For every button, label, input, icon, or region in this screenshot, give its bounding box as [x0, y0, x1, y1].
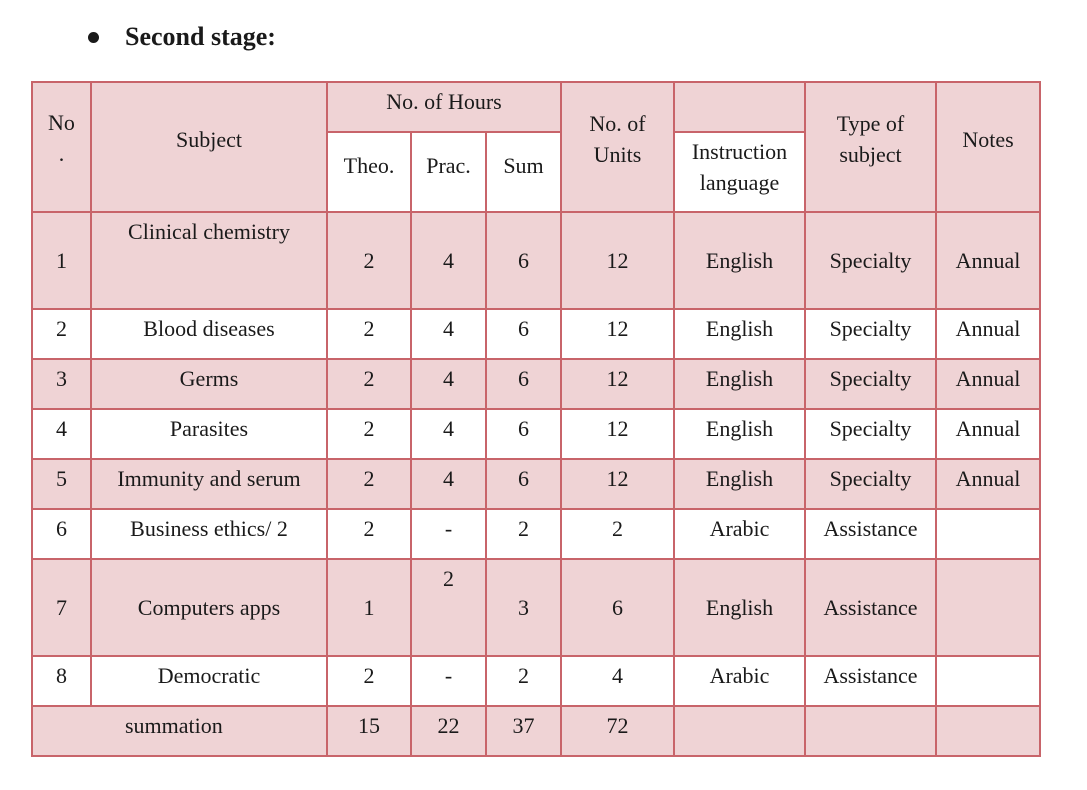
cell-sum: 6	[486, 212, 561, 309]
header-notes-label: Notes	[962, 126, 1014, 152]
cell-prac: -	[411, 509, 486, 559]
cell-prac: 4	[411, 309, 486, 359]
cell-no: 3	[32, 359, 91, 409]
cell-sum: 2	[486, 509, 561, 559]
section-heading-text: Second stage:	[125, 22, 276, 51]
header-units-line2: Units	[593, 142, 642, 167]
header-subject	[91, 82, 327, 212]
cell-units: 12	[561, 409, 674, 459]
totals-notes	[936, 706, 1040, 756]
cell-prac: 4	[411, 212, 486, 309]
totals-units: 72	[561, 706, 674, 756]
header-sum-label: Sum	[503, 152, 544, 178]
cell-sum: 6	[486, 409, 561, 459]
cell-type: Specialty	[805, 459, 936, 509]
cell-theo: 2	[327, 509, 411, 559]
cell-language: English	[674, 212, 805, 309]
header-no	[32, 82, 91, 212]
header-no-line2: .	[58, 141, 65, 166]
header-no-line1: No	[48, 110, 75, 135]
cell-subject: Computers apps	[91, 559, 327, 656]
cell-type: Assistance	[805, 656, 936, 706]
totals-language	[674, 706, 805, 756]
cell-no: 8	[32, 656, 91, 706]
cell-language: Arabic	[674, 509, 805, 559]
cell-sum: 6	[486, 459, 561, 509]
cell-prac: 4	[411, 409, 486, 459]
cell-no: 4	[32, 409, 91, 459]
cell-units: 2	[561, 509, 674, 559]
header-subject-label: Subject	[176, 126, 242, 152]
cell-notes: Annual	[936, 359, 1040, 409]
section-heading	[86, 20, 276, 54]
header-units-line1: No. of	[589, 111, 646, 136]
cell-language: English	[674, 359, 805, 409]
cell-language: English	[674, 309, 805, 359]
cell-prac: -	[411, 656, 486, 706]
cell-language: English	[674, 459, 805, 509]
cell-sum: 6	[486, 359, 561, 409]
cell-units: 12	[561, 212, 674, 309]
cell-no: 5	[32, 459, 91, 509]
cell-no: 2	[32, 309, 91, 359]
cell-sum: 2	[486, 656, 561, 706]
cell-theo: 2	[327, 309, 411, 359]
cell-subject: Clinical chemistry	[91, 212, 327, 309]
cell-notes: Annual	[936, 409, 1040, 459]
header-units	[561, 82, 674, 212]
cell-prac: 4	[411, 459, 486, 509]
header-type-line1: Type of	[836, 111, 905, 136]
totals-label: summation	[32, 706, 327, 756]
cell-type: Specialty	[805, 309, 936, 359]
cell-notes	[936, 656, 1040, 706]
cell-subject: Business ethics/ 2	[91, 509, 327, 559]
cell-prac: 2	[411, 559, 486, 656]
table-row	[32, 212, 1040, 309]
cell-no: 7	[32, 559, 91, 656]
header-instruction-top	[674, 82, 805, 132]
cell-theo: 2	[327, 409, 411, 459]
cell-language: Arabic	[674, 656, 805, 706]
cell-notes: Annual	[936, 212, 1040, 309]
header-row-1	[32, 82, 1040, 132]
table-row	[32, 459, 1040, 509]
cell-units: 12	[561, 309, 674, 359]
cell-theo: 2	[327, 212, 411, 309]
table-row	[32, 409, 1040, 459]
cell-subject: Germs	[91, 359, 327, 409]
table-row	[32, 559, 1040, 656]
cell-sum: 6	[486, 309, 561, 359]
totals-theo: 15	[327, 706, 411, 756]
header-notes	[936, 82, 1040, 212]
cell-type: Specialty	[805, 359, 936, 409]
header-instruction-line2: language	[699, 170, 780, 195]
cell-theo: 2	[327, 656, 411, 706]
cell-notes: Annual	[936, 459, 1040, 509]
cell-language: English	[674, 409, 805, 459]
cell-theo: 2	[327, 359, 411, 409]
cell-theo: 1	[327, 559, 411, 656]
header-theo-label: Theo.	[343, 152, 395, 178]
header-type-line2: subject	[839, 142, 902, 167]
header-prac	[411, 132, 486, 212]
totals-type	[805, 706, 936, 756]
cell-type: Assistance	[805, 509, 936, 559]
cell-language: English	[674, 559, 805, 656]
cell-type: Specialty	[805, 409, 936, 459]
cell-subject: Blood diseases	[91, 309, 327, 359]
study-plan-table	[31, 81, 1041, 757]
header-hours-group: No. of Hours	[327, 82, 561, 132]
cell-subject: Democratic	[91, 656, 327, 706]
cell-notes	[936, 559, 1040, 656]
table-row	[32, 509, 1040, 559]
totals-row	[32, 706, 1040, 756]
header-sum	[486, 132, 561, 212]
cell-type: Specialty	[805, 212, 936, 309]
cell-subject: Immunity and serum	[91, 459, 327, 509]
cell-type: Assistance	[805, 559, 936, 656]
cell-notes	[936, 509, 1040, 559]
cell-notes: Annual	[936, 309, 1040, 359]
header-theo	[327, 132, 411, 212]
cell-sum: 3	[486, 559, 561, 656]
table-row	[32, 309, 1040, 359]
table-row	[32, 656, 1040, 706]
cell-units: 12	[561, 459, 674, 509]
cell-no: 1	[32, 212, 91, 309]
totals-sum: 37	[486, 706, 561, 756]
header-instruction-line1: Instruction	[691, 139, 788, 164]
header-type	[805, 82, 936, 212]
cell-prac: 4	[411, 359, 486, 409]
cell-subject: Parasites	[91, 409, 327, 459]
cell-no: 6	[32, 509, 91, 559]
cell-theo: 2	[327, 459, 411, 509]
header-prac-label: Prac.	[426, 152, 471, 178]
cell-units: 6	[561, 559, 674, 656]
header-instruction	[674, 132, 805, 212]
cell-units: 4	[561, 656, 674, 706]
cell-units: 12	[561, 359, 674, 409]
bullet-icon	[88, 32, 99, 43]
table-row	[32, 359, 1040, 409]
totals-prac: 22	[411, 706, 486, 756]
